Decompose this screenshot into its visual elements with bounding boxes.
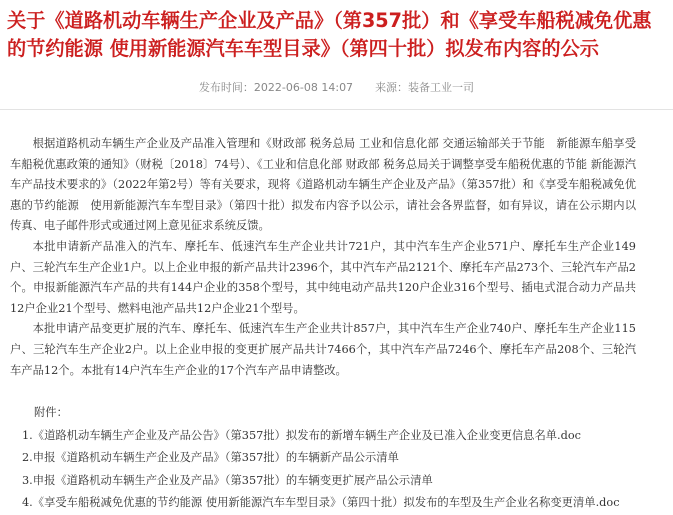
attachments-label: 附件： (34, 406, 68, 419)
article-body (10, 134, 636, 381)
publish-time: 发布时间：2022-06-08 14:07 (198, 81, 354, 94)
attachment-link[interactable]: 2.申报《道路机动车辆生产企业及产品》（第357批）的车辆新产品公示清单 (22, 451, 399, 464)
title-divider (0, 109, 673, 110)
attachment-link[interactable]: 1.《道路机动车辆生产企业及产品公告》（第357批）拟发布的新增车辆生产企业及已准入企业变更信息名单.doc (22, 428, 582, 442)
attachments-section (22, 402, 662, 515)
body-paragraph: 本批申请产品变更扩展的汽车、摩托车、低速汽车生产企业共计857户，其中汽车生产企业740户、摩托车生产企业115户、三轮汽车生产企业2户。以上企业申报的变更扩展产品共计7466个，其中汽车产品7246个、摩托车产品208个、三轮汽车产品12个。本批有14户汽车生产企业的17个汽车产品申请整改。 (10, 322, 636, 377)
body-paragraph: 根据道路机动车辆生产企业及产品准入管理和《财政部 税务总局 工业和信息化部 交通运输部关于节能 新能源车船享受车船税优惠政策的通知》（财税〔2018〕74号）、《工业和信息化部 财政部 税务总局关于调整享受车船税优惠的节能 新能源汽车产品技术要求的》（2022年第2号）等有关要求，现将《道路机动车辆生产企业及产品》（第357批）和《享受车船税减免优惠的节约能源 使用新能源汽车车型目录》（第四十批）拟发布内容予以公示，请社会各界监督，如有异议，请在公示期内以传真、电子邮件形式或通过网上意见征求系统反馈。 (10, 137, 636, 233)
attachment-link[interactable]: 4.《享受车船税减免优惠的节约能源 使用新能源汽车车型目录》（第四十批）拟发布的车型及生产企业名称变更清单.doc (22, 496, 620, 509)
article-title: 关于《道路机动车辆生产企业及产品》（第357批）和《享受车船税减免优惠的节约能源 使用新能源汽车车型目录》（第四十批）拟发布内容的公示 (7, 9, 652, 60)
body-paragraph: 本批申请新产品准入的汽车、摩托车、低速汽车生产企业共计721户，其中汽车生产企业571户、摩托车生产企业149户、三轮汽车生产企业1户。以上企业申报的新产品共计2396个，其中汽车产品2121个、摩托车产品273个、三轮汽车产品2个。申报新能源汽车产品的共有144户企业的358个型号，其中纯电动产品共120户企业316个型号、插电式混合动力产品共12户企业21个型号、燃料电池产品共12户企业21个型号。 (10, 239, 636, 315)
article-source: 来源：装备工业一司 (375, 81, 475, 94)
article-meta (0, 80, 673, 96)
attachment-link[interactable]: 3.申报《道路机动车辆生产企业及产品》（第357批）的车辆变更扩展产品公示清单 (22, 473, 433, 487)
